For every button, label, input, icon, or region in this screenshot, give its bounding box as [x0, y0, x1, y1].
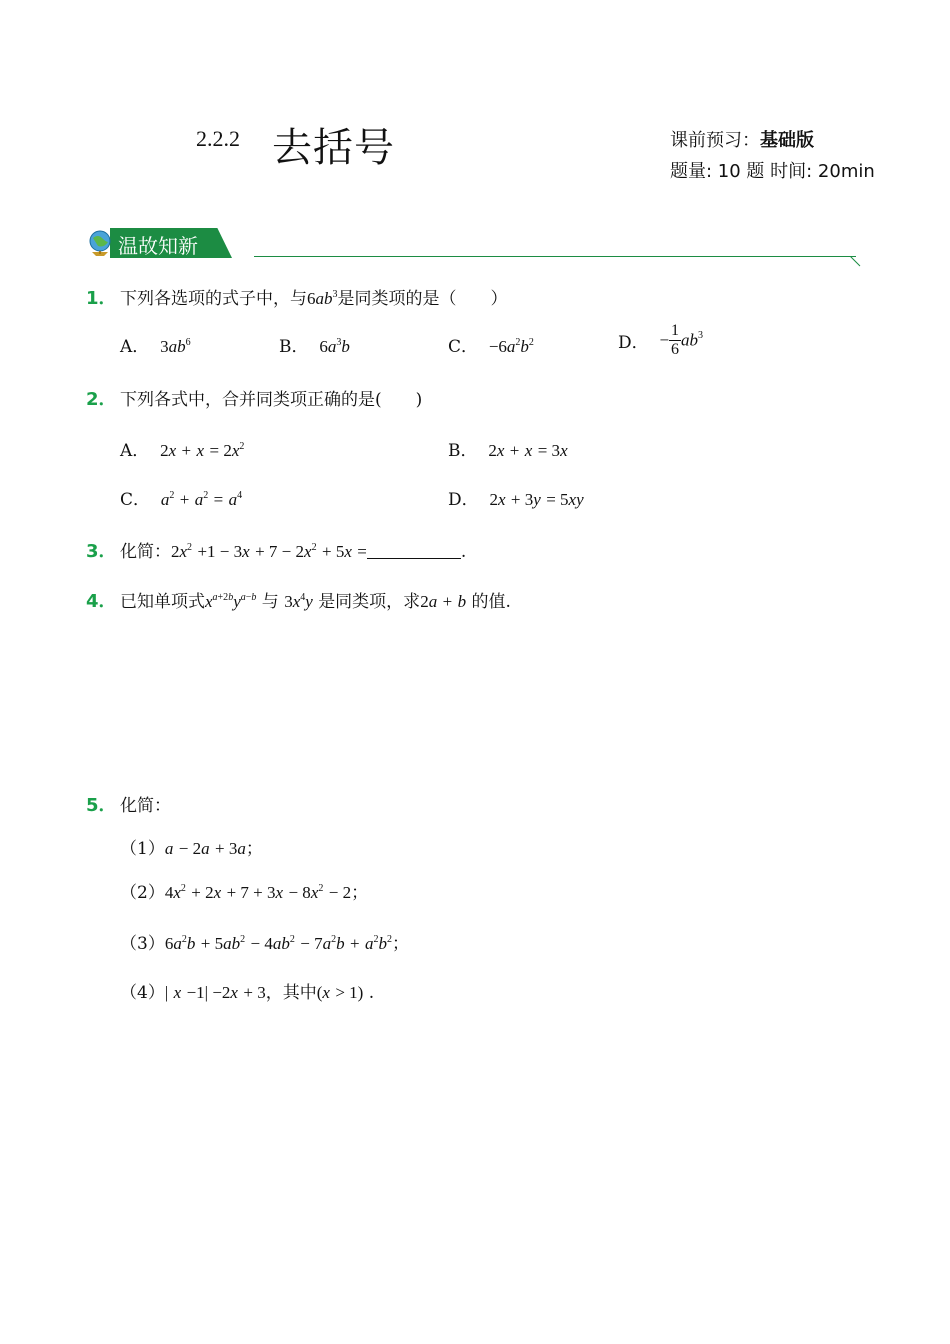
- globe-icon: [88, 228, 114, 260]
- q2-option-a[interactable]: A． $2x + x = 2x^2$: [120, 441, 245, 461]
- option-label: D．: [618, 333, 649, 353]
- q5-part-1: （1）a − 2a + 3a；: [120, 839, 263, 859]
- q1-option-d[interactable]: D． − $\frac{1}{6}$ $ab^3$: [618, 322, 704, 358]
- question-number-1: 1．: [86, 288, 117, 309]
- q4-text-2: 与: [261, 592, 279, 612]
- question-number-5: 5．: [86, 795, 117, 816]
- q4-text-3: 是同类项，求: [318, 592, 421, 612]
- part-label: （4）: [120, 983, 165, 1003]
- question-1-stem: 下列各选项的式子中，与$6ab^3$是同类项的是（ ）: [120, 289, 508, 309]
- q3-end: .: [460, 542, 467, 562]
- question-5-stem: 化简：: [120, 796, 171, 816]
- q3-text: 化简：: [120, 542, 171, 562]
- q2-option-b[interactable]: B． 2x + x = 3x: [448, 441, 568, 461]
- meta-prefix: 课前预习：: [670, 130, 760, 151]
- semicolon: ；: [245, 839, 263, 859]
- q5-part-3: $(3)6a^2b + 5ab^2 - 4ab^2 - 7a^2b + a^2b^2$；: [120, 934, 409, 954]
- q1-option-b[interactable]: B． $6a^3b$: [279, 337, 350, 357]
- q4-text-1: 已知单项式: [120, 592, 205, 612]
- fraction: $\frac{1}{6}$: [671, 322, 680, 358]
- q5-part-4: （4）| x −1| −2x + 3，其中(x > 1) .: [120, 983, 375, 1003]
- question-number-4: 4．: [86, 591, 117, 612]
- q2-option-d[interactable]: D． 2x + 3y = 5xy: [448, 490, 584, 510]
- question-4-stem: 已知单项式$x^{a+2b}y^{a-b}$ 与 $3x^4y$ 是同类项，求2a + b 的值.: [120, 592, 511, 612]
- q4-text-4: 的值.: [471, 592, 511, 612]
- section-banner-label: 温故知新: [118, 234, 198, 258]
- option-label: A．: [120, 337, 150, 357]
- option-label: C．: [448, 337, 479, 357]
- option-label: D．: [448, 490, 479, 510]
- question-number-3: 3．: [86, 541, 117, 562]
- meta-level: 基础版: [760, 130, 814, 151]
- period: .: [368, 983, 375, 1003]
- part-label: （2）: [120, 883, 165, 903]
- semicolon: ；: [391, 934, 409, 954]
- meta-level-line: [670, 126, 814, 152]
- divider-end: [850, 256, 862, 268]
- option-label: C．: [120, 490, 151, 510]
- section-number: 2.2.2: [196, 126, 240, 151]
- option-label: B．: [279, 337, 309, 357]
- option-label: A．: [120, 441, 150, 461]
- answer-blank[interactable]: [367, 544, 461, 559]
- part-label: （1）: [120, 839, 165, 859]
- question-3-stem: 化简：$2x^2 +1 - 3x + 7 - 2x^2 + 5x$ = .: [120, 542, 467, 562]
- q5-part-2: $(2)4x^2 + 2x + 7 + 3x - 8x^2 - 2$；: [120, 883, 369, 903]
- q2-option-c[interactable]: C． $a^2 + a^2 = a^4$: [120, 490, 243, 510]
- q1-text-before: 下列各选项的式子中，与: [120, 289, 307, 309]
- section-header: [86, 226, 876, 274]
- question-2-stem: 下列各式中，合并同类项正确的是( ): [120, 390, 423, 410]
- section-divider: [254, 256, 856, 257]
- q1-text-after: 是同类项的是（ ）: [337, 289, 508, 309]
- semicolon: ；: [351, 883, 369, 903]
- question-number-2: 2．: [86, 389, 117, 410]
- option-label: B．: [448, 441, 478, 461]
- q1-option-a[interactable]: A． $3ab^6$: [120, 337, 191, 357]
- page-title: 去括号: [272, 125, 395, 171]
- part-label: （3）: [120, 934, 165, 954]
- q5-p4-text: ，其中: [265, 983, 317, 1003]
- meta-count-time: 题量: 10 题 时间: 20min: [670, 161, 875, 182]
- q1-option-c[interactable]: C． $-6a^2b^2$: [448, 337, 534, 357]
